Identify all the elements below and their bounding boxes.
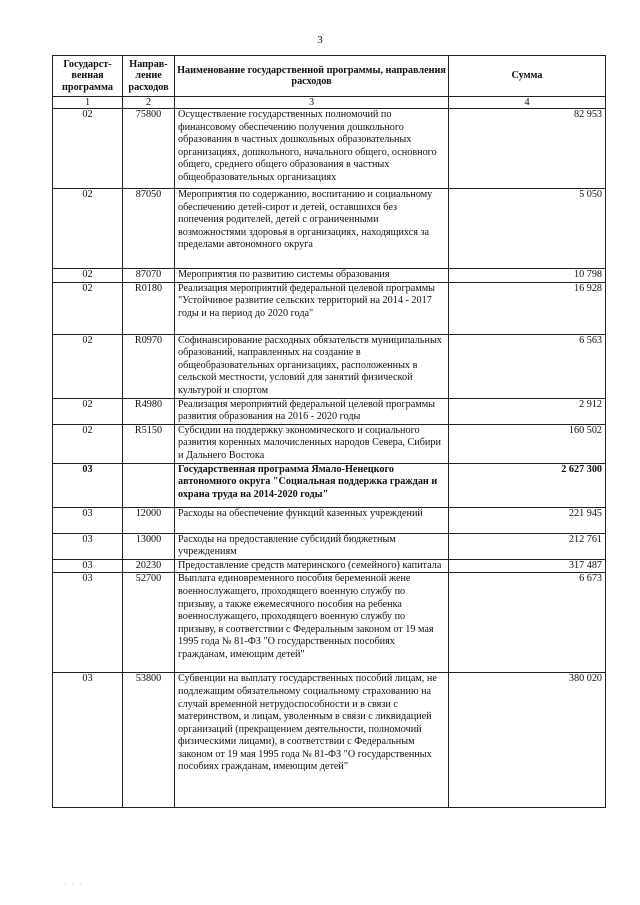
program-code: 02 [53, 109, 123, 189]
header-program: Государст-венная программа [53, 56, 123, 97]
amount: 221 945 [449, 507, 606, 533]
direction-code: 87050 [123, 189, 175, 269]
program-code: 02 [53, 424, 123, 463]
expense-name: Государственная программа Ямало-Ненецкого автономного округа "Социальная поддержка граждан и охрана труда на 2014-2020 годы" [175, 463, 449, 507]
page-number: 3 [317, 34, 323, 46]
program-code: 03 [53, 463, 123, 507]
column-number: 3 [175, 97, 449, 109]
direction-code: 52700 [123, 573, 175, 673]
direction-code: 87070 [123, 269, 175, 283]
amount: 317 487 [449, 559, 606, 573]
program-code: 02 [53, 189, 123, 269]
direction-code: 20230 [123, 559, 175, 573]
table-row [53, 424, 606, 463]
footer-mark: . . . [64, 880, 84, 887]
amount: 380 020 [449, 673, 606, 808]
program-code: 02 [53, 398, 123, 424]
table-row [53, 269, 606, 283]
amount: 6 673 [449, 573, 606, 673]
expense-name: Реализация мероприятий федеральной целевой программы "Устойчивое развитие сельских территорий на 2014 - 2017 годы и на период до 2020 года" [175, 282, 449, 334]
amount: 16 928 [449, 282, 606, 334]
program-code: 03 [53, 533, 123, 559]
direction-code: R4980 [123, 398, 175, 424]
table-row [53, 334, 606, 398]
amount: 160 502 [449, 424, 606, 463]
column-number-row [53, 97, 606, 109]
expenditure-table [52, 55, 606, 808]
direction-code: R0180 [123, 282, 175, 334]
direction-code: 13000 [123, 533, 175, 559]
amount: 6 563 [449, 334, 606, 398]
column-number: 4 [449, 97, 606, 109]
amount: 2 912 [449, 398, 606, 424]
program-code: 03 [53, 573, 123, 673]
program-code: 02 [53, 334, 123, 398]
table-row [53, 189, 606, 269]
expense-name: Мероприятия по развитию системы образования [175, 269, 449, 283]
amount: 2 627 300 [449, 463, 606, 507]
amount: 212 761 [449, 533, 606, 559]
program-code: 03 [53, 673, 123, 808]
column-number: 2 [123, 97, 175, 109]
table-row-program-total [53, 463, 606, 507]
expense-name: Реализация мероприятий федеральной целевой программы развития образования на 2016 - 2020 годы [175, 398, 449, 424]
direction-code [123, 463, 175, 507]
table-row [53, 533, 606, 559]
amount: 82 953 [449, 109, 606, 189]
program-code: 02 [53, 282, 123, 334]
amount: 5 050 [449, 189, 606, 269]
table-header-row [53, 56, 606, 97]
header-name: Наименование государственной программы, направления расходов [175, 56, 449, 97]
table-row [53, 398, 606, 424]
expense-name: Расходы на предоставление субсидий бюджетным учреждениям [175, 533, 449, 559]
expense-name: Предоставление средств материнского (семейного) капитала [175, 559, 449, 573]
expense-name: Субвенции на выплату государственных пособий лицам, не подлежащим обязательному социальному страхованию на случай временной нетрудоспособности и в связи с материнством, и лицам, уволенным в связи с ликвидацией организаций (прекращением деятельности, полномочий физическими лицами), в соответствии с Федеральным законом от 19 мая 1995 года № 81-ФЗ "О государственных пособиях гражданам, имеющим детей" [175, 673, 449, 808]
program-code: 03 [53, 507, 123, 533]
column-number: 1 [53, 97, 123, 109]
direction-code: 53800 [123, 673, 175, 808]
header-amount: Сумма [449, 56, 606, 97]
expense-name: Субсидии на поддержку экономического и социального развития коренных малочисленных народов Севера, Сибири и Дальнего Востока [175, 424, 449, 463]
table-row [53, 109, 606, 189]
expense-name: Выплата единовременного пособия беременной жене военнослужащего, проходящего военную службу по призыву, а также ежемесячного пособия на ребенка военнослужащего, проходящего военную службу по призыву, в соответствии с Федеральным законом от 19 мая 1995 года № 81-ФЗ "О государственных пособиях гражданам, имеющим детей" [175, 573, 449, 673]
direction-code: 75800 [123, 109, 175, 189]
header-direction: Направ-ление расходов [123, 56, 175, 97]
table-row [53, 559, 606, 573]
table-row [53, 507, 606, 533]
expense-name: Мероприятия по содержанию, воспитанию и социальному обеспечению детей-сирот и детей, оставшихся без попечения родителей, детей с ограниченными возможностями здоровья в организациях, находящихся за пределами автономного округа [175, 189, 449, 269]
table-row [53, 673, 606, 808]
direction-code: R5150 [123, 424, 175, 463]
expense-name: Софинансирование расходных обязательств муниципальных образований, направленных на создание в общеобразовательных организациях, расположенных в сельской местности, условий для занятий физической культурой и спортом [175, 334, 449, 398]
direction-code: 12000 [123, 507, 175, 533]
direction-code: R0970 [123, 334, 175, 398]
expense-name: Осуществление государственных полномочий по финансовому обеспечению получения дошкольного образования в частных дошкольных образовательных организациях, дошкольного, начального общего, основного общего, среднего общего образования в частных общеобразовательных организациях [175, 109, 449, 189]
expense-name: Расходы на обеспечение функций казенных учреждений [175, 507, 449, 533]
amount: 10 798 [449, 269, 606, 283]
table-row [53, 573, 606, 673]
program-code: 02 [53, 269, 123, 283]
program-code: 03 [53, 559, 123, 573]
table-row [53, 282, 606, 334]
